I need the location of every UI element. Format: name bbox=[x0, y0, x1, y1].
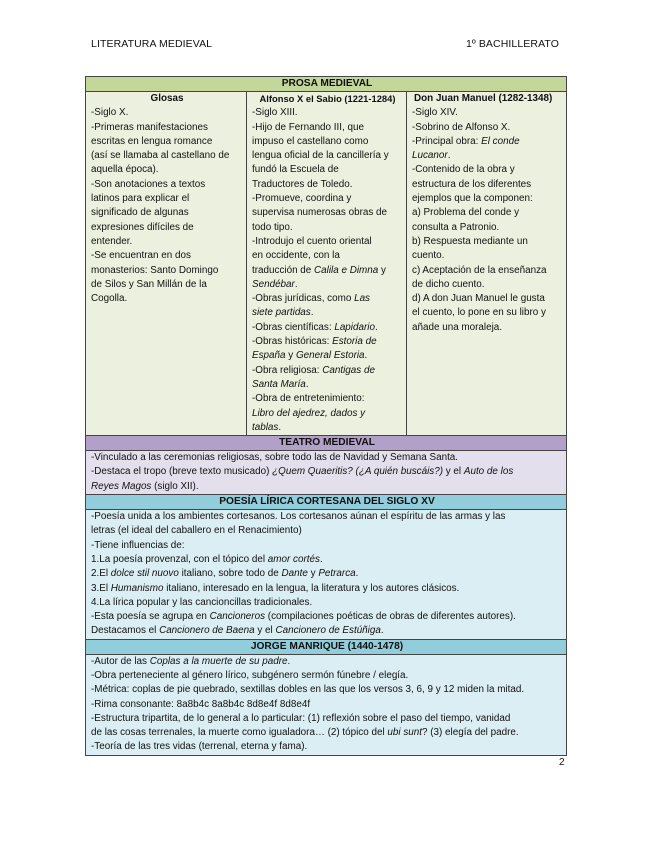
text-line: lengua oficial de la cancillería y bbox=[252, 150, 389, 162]
text-line: 2.El dolce stil nuovo italiano, sobre todo de Dante y Petrarca. bbox=[91, 568, 359, 580]
text-line: -Obra religiosa: Cantigas de bbox=[252, 364, 375, 376]
alfonso-heading: Alfonso X el Sabio (1221-1284) bbox=[259, 93, 396, 104]
text-line: monasterios: Santo Domingo bbox=[91, 264, 219, 276]
alfonso-body bbox=[252, 106, 403, 435]
italic-title: Lapidario bbox=[334, 321, 375, 333]
text-line: -Poesía unida a los ambientes cortesanos. Los cortesanos aúnan el espíritu de las armas y las bbox=[91, 511, 506, 523]
italic-title: dolce stil nuovo bbox=[110, 568, 179, 580]
text-line: ejemplos que la componen: bbox=[412, 193, 533, 205]
text-line: -Esta poesía se agrupa en Cancioneros (compilaciones poéticas de obras de diferentes autores). bbox=[91, 611, 516, 623]
italic-title: Petrarca bbox=[318, 568, 356, 580]
text-line: -Teoría de las tres vidas (terrenal, eterna y fama). bbox=[91, 741, 308, 753]
text-line: añade una moraleja. bbox=[412, 321, 503, 333]
text-line: -Estructura tripartita, de lo general a lo particular: (1) reflexión sobre el paso del tiempo, vanidad bbox=[91, 712, 511, 724]
text-line: -Obras históricas: Estoria de bbox=[252, 336, 377, 348]
text-line: -Primeras manifestaciones bbox=[91, 121, 208, 133]
text-line: -Principal obra: El conde bbox=[412, 135, 520, 147]
text-line: -Siglo XIV. bbox=[412, 107, 458, 119]
prosa-title: PROSA MEDIEVAL bbox=[86, 77, 567, 92]
italic-title: ¿Quem Quaeritis? (¿A quién buscáis?) bbox=[272, 466, 443, 478]
text-line: todo tipo. bbox=[252, 221, 293, 233]
text-line bbox=[252, 407, 403, 421]
text-line: b) Respuesta mediante un bbox=[412, 235, 528, 247]
italic-title: Lucanor bbox=[412, 150, 448, 162]
italic-title: Auto de los bbox=[463, 466, 514, 478]
text-line: consulta a Patronio. bbox=[412, 221, 500, 233]
text-line: expresiones difíciles de bbox=[91, 221, 194, 233]
italic-title: Cancionero de Estúñiga bbox=[275, 625, 381, 637]
text-line: Lucanor. bbox=[412, 150, 451, 162]
manrique-title: JORGE MANRIQUE (1440-1478) bbox=[86, 639, 567, 654]
text-line: -Tiene influencias de: bbox=[91, 539, 185, 551]
italic-title: Coplas a la muerte de su padre bbox=[149, 655, 288, 667]
text-line: -Obras científicas: Lapidario. bbox=[252, 321, 378, 333]
text-line: en occidente, con la bbox=[252, 250, 340, 262]
italic-title: Las bbox=[354, 293, 370, 305]
text-line: de las cosas terrenales, la muerte como igualadora… (2) tópico del ubi sunt? (3) elegía del padre. bbox=[91, 727, 519, 739]
text-line: 4.La lírica popular y las cancioncillas tradicionales. bbox=[91, 596, 313, 608]
text-line: -Promueve, coordina y bbox=[252, 193, 352, 205]
italic-title: Santa María bbox=[252, 378, 306, 390]
text-line: -Autor de las Coplas a la muerte de su padre. bbox=[91, 655, 291, 667]
italic-title: Libro del ajedrez, dados y bbox=[252, 407, 366, 419]
text-line: -Sobrino de Alfonso X. bbox=[412, 121, 511, 133]
juan-manuel-body bbox=[412, 106, 563, 335]
text-line: supervisa numerosas obras de bbox=[252, 207, 388, 219]
italic-title: ubi sunt bbox=[387, 727, 422, 739]
italic-title: amor cortés bbox=[267, 553, 320, 565]
alfonso-cell bbox=[247, 92, 407, 436]
text-line: letras (el ideal del caballero en el Renacimiento) bbox=[91, 525, 302, 537]
juan-manuel-heading: Don Juan Manuel (1282-1348) bbox=[414, 93, 553, 104]
glosas-cell bbox=[86, 92, 247, 436]
text-line: cuento. bbox=[412, 250, 445, 262]
text-line: Santa María. bbox=[252, 378, 309, 390]
text-line: Traductores de Toledo. bbox=[252, 178, 353, 190]
text-line: de Silos y San Millán de la bbox=[91, 278, 207, 290]
text-line: -Destaca el tropo (breve texto musicado) ¿Quem Quaeritis? (¿A quién buscáis?) y el Auto de los bbox=[91, 466, 514, 478]
teatro-body bbox=[86, 451, 567, 495]
italic-title: Dante bbox=[281, 568, 308, 580]
text-line: tablas. bbox=[252, 421, 282, 433]
text-line: el cuento, lo pone en su libro y bbox=[412, 307, 546, 319]
text-line: -Vinculado a las ceremonias religiosas, sobre todo las de Navidad y Semana Santa. bbox=[91, 452, 459, 464]
lirica-body bbox=[86, 510, 567, 640]
text-line: aquella época). bbox=[91, 164, 159, 176]
text-line: -Se encuentran en dos bbox=[91, 250, 191, 262]
text-line: impuso el castellano como bbox=[252, 135, 369, 147]
text-line: Destacamos el Cancionero de Baena y el Cancionero de Estúñiga. bbox=[91, 625, 384, 637]
italic-title: Sendébar bbox=[252, 278, 295, 290]
text-line: 1.La poesía provenzal, con el tópico del amor cortés. bbox=[91, 553, 323, 565]
text-line: Reyes Magos (siglo XII). bbox=[91, 480, 199, 492]
text-line: (así se llamaba al castellano de bbox=[91, 150, 230, 162]
juan-manuel-cell bbox=[407, 92, 567, 436]
glosas-body bbox=[91, 106, 243, 306]
text-line: siete partidas. bbox=[252, 307, 314, 319]
text-line: a) Problema del conde y bbox=[412, 207, 520, 219]
italic-title: tablas bbox=[252, 421, 279, 433]
header-left: LITERATURA MEDIEVAL bbox=[91, 38, 213, 50]
italic-title: Cancioneros bbox=[209, 611, 266, 623]
text-line: d) A don Juan Manuel le gusta bbox=[412, 293, 545, 305]
text-line: c) Aceptación de la enseñanza bbox=[412, 264, 547, 276]
lirica-title: POESÍA LÍRICA CORTESANA DEL SIGLO XV bbox=[86, 495, 567, 510]
italic-title: siete partidas bbox=[252, 307, 311, 319]
text-line: latinos para explicar el bbox=[91, 193, 190, 205]
text-line: -Siglo X. bbox=[91, 107, 129, 119]
text-line: -Hijo de Fernando III, que bbox=[252, 121, 364, 133]
text-line: -Contenido de la obra y bbox=[412, 164, 515, 176]
text-line: -Obras jurídicas, como Las bbox=[252, 293, 370, 305]
italic-title: General Estoria bbox=[295, 350, 365, 362]
glosas-heading: Glosas bbox=[150, 93, 184, 104]
manrique-body bbox=[86, 654, 567, 755]
teatro-title: TEATRO MEDIEVAL bbox=[86, 436, 567, 451]
text-line: -Obra de entretenimiento: bbox=[252, 393, 365, 405]
text-line: entender. bbox=[91, 235, 133, 247]
italic-title: Cantigas de bbox=[322, 364, 375, 376]
italic-title: El conde bbox=[481, 135, 520, 147]
text-line: -Introdujo el cuento oriental bbox=[252, 235, 372, 247]
italic-title: España bbox=[252, 350, 286, 362]
italic-title: Calila e Dimna bbox=[314, 264, 379, 276]
text-line: traducción de Calila e Dimna y bbox=[252, 264, 386, 276]
literature-table bbox=[85, 76, 567, 756]
text-line: -Métrica: coplas de pie quebrado, sextillas dobles en las que los versos 3, 6, 9 y 12 miden la mitad. bbox=[91, 684, 525, 696]
text-line: fundó la Escuela de bbox=[252, 164, 339, 176]
italic-title: Cancionero de Baena bbox=[159, 625, 255, 637]
italic-title: Humanismo bbox=[110, 582, 164, 594]
italic-title: Reyes Magos bbox=[91, 480, 152, 492]
text-line: -Rima consonante: 8a8b4c 8a8b4c 8d8e4f 8d8e4f bbox=[91, 698, 311, 710]
text-line: escritas en lengua romance bbox=[91, 135, 213, 147]
text-line: -Siglo XIII. bbox=[252, 107, 298, 119]
italic-title: Estoria de bbox=[332, 336, 377, 348]
text-line: de dicho cuento. bbox=[412, 278, 485, 290]
text-line: Sendébar. bbox=[252, 278, 298, 290]
text-line: estructura de los diferentes bbox=[412, 178, 532, 190]
text-line: significado de algunas bbox=[91, 207, 189, 219]
page-number: 2 bbox=[559, 757, 565, 768]
text-line: -Son anotaciones a textos bbox=[91, 178, 206, 190]
text-line: 3.El Humanismo italiano, interesado en la lengua, la literatura y los autores clásicos. bbox=[91, 582, 460, 594]
text-line: España y General Estoria. bbox=[252, 350, 368, 362]
text-line: Cogolla. bbox=[91, 293, 128, 305]
text-line: -Obra perteneciente al género lírico, subgénero sermón fúnebre / elegía. bbox=[91, 669, 409, 681]
header-right: 1º BACHILLERATO bbox=[465, 38, 559, 50]
